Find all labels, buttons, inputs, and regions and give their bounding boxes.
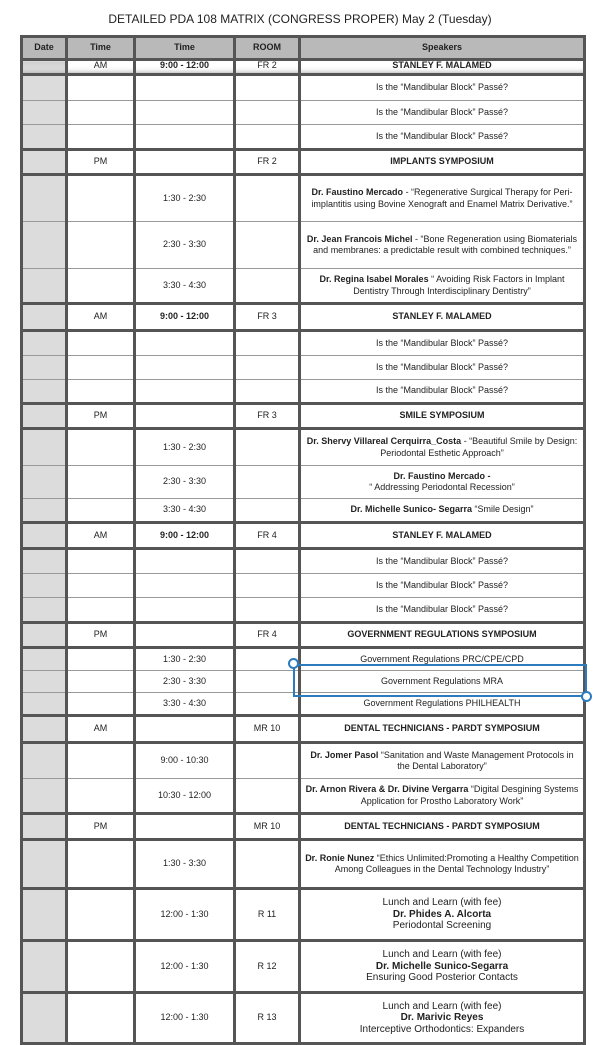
speaker-name: Dr. Michelle Sunico-Segarra	[375, 960, 509, 972]
session-cell: AM	[67, 304, 135, 331]
speaker-cell	[300, 75, 585, 101]
session-cell	[67, 101, 135, 125]
time-cell	[135, 380, 235, 404]
date-cell	[22, 648, 67, 671]
room-cell: FR 3	[235, 404, 300, 429]
date-cell	[22, 889, 67, 941]
date-cell	[22, 716, 67, 743]
speaker-name: Dr. Jomer Pasol	[310, 749, 379, 760]
speaker-name: Dr. Regina Isabel Morales	[319, 274, 429, 284]
session-cell	[67, 75, 135, 101]
room-cell: FR 4	[235, 523, 300, 549]
room-cell	[235, 222, 300, 269]
speaker-text: Ensuring Good Posterior Contacts	[366, 972, 518, 984]
room-cell	[235, 331, 300, 356]
table-row	[22, 356, 585, 380]
date-cell	[22, 404, 67, 429]
speaker-name: Dr. Faustino Mercado -	[393, 470, 491, 481]
time-cell: 3:30 - 4:30	[135, 269, 235, 304]
table-row	[22, 101, 585, 125]
time-cell	[135, 623, 235, 648]
room-cell: FR 2	[235, 150, 300, 175]
time-cell	[135, 549, 235, 574]
table-row	[22, 60, 585, 75]
session-cell	[67, 499, 135, 523]
speaker-cell	[300, 380, 585, 404]
speaker-text: - “Bone Regeneration using Biomaterials and membranes: a predictable result with combined techniques.”	[313, 233, 578, 255]
room-cell	[235, 574, 300, 598]
selection-handle-bottom-right[interactable]	[581, 691, 592, 702]
session-cell: PM	[67, 814, 135, 840]
time-cell	[135, 598, 235, 623]
date-cell	[22, 671, 67, 693]
date-cell	[22, 623, 67, 648]
time-cell: 2:30 - 3:30	[135, 466, 235, 499]
time-cell: 1:30 - 3:30	[135, 840, 235, 889]
time-cell: 9:00 - 10:30	[135, 743, 235, 779]
date-cell	[22, 269, 67, 304]
room-cell: FR 2	[235, 60, 300, 75]
speaker-text: Is the “Mandibular Block” Passé?	[375, 555, 509, 566]
time-cell: 12:00 - 1:30	[135, 993, 235, 1044]
table-row	[22, 380, 585, 404]
time-cell: 1:30 - 2:30	[135, 175, 235, 222]
room-cell	[235, 125, 300, 150]
table-row	[22, 499, 585, 523]
speaker-text: - “Regenerative Surgical Therapy for Peri-implantitis using Bovine Xenograft and Enamel Matrix Derivative.”	[311, 187, 573, 209]
table-row	[22, 941, 585, 993]
room-cell	[235, 549, 300, 574]
table-row	[22, 429, 585, 466]
speaker-cell	[300, 499, 585, 523]
table-row	[22, 466, 585, 499]
table-row	[22, 716, 585, 743]
room-cell	[235, 598, 300, 623]
speaker-text: Is the “Mandibular Block” Passé?	[375, 361, 509, 372]
date-cell	[22, 941, 67, 993]
date-cell	[22, 75, 67, 101]
speaker-text: Is the “Mandibular Block” Passé?	[375, 82, 509, 93]
session-cell	[67, 356, 135, 380]
time-cell	[135, 356, 235, 380]
speaker-name: IMPLANTS SYMPOSIUM	[390, 156, 494, 167]
schedule-table	[20, 35, 586, 1045]
speaker-cell	[300, 404, 585, 429]
date-cell	[22, 331, 67, 356]
date-cell	[22, 523, 67, 549]
speaker-cell	[300, 429, 585, 466]
time-cell: 2:30 - 3:30	[135, 222, 235, 269]
speaker-text: “Digital Desgining Systems Application for Prostho Laboratory Work”	[360, 784, 579, 806]
table-row	[22, 304, 585, 331]
table-row	[22, 779, 585, 814]
date-cell	[22, 125, 67, 150]
date-cell	[22, 150, 67, 175]
time-cell	[135, 716, 235, 743]
time-cell	[135, 150, 235, 175]
room-cell	[235, 466, 300, 499]
session-cell	[67, 889, 135, 941]
session-cell	[67, 429, 135, 466]
time-cell: 1:30 - 2:30	[135, 429, 235, 466]
header-row	[22, 37, 585, 60]
table-row	[22, 598, 585, 623]
speaker-name: Dr. Faustino Mercado	[311, 187, 404, 197]
selection-box[interactable]	[293, 664, 587, 697]
speaker-text: Is the “Mandibular Block” Passé?	[375, 603, 509, 614]
session-cell	[67, 993, 135, 1044]
time-cell	[135, 574, 235, 598]
speaker-name: Dr. Jean Francois Michel	[306, 233, 413, 244]
table-row	[22, 523, 585, 549]
date-cell	[22, 993, 67, 1044]
time-cell	[135, 101, 235, 125]
speaker-cell	[300, 993, 585, 1044]
speaker-cell	[300, 941, 585, 993]
session-cell: PM	[67, 150, 135, 175]
time-cell: 9:00 - 12:00	[135, 304, 235, 331]
session-cell	[67, 380, 135, 404]
speaker-name: Dr. Arnon Rivera & Dr. Divine Vergarra	[305, 784, 469, 794]
date-cell	[22, 101, 67, 125]
speaker-cell	[300, 269, 585, 304]
room-cell	[235, 840, 300, 889]
table-row	[22, 125, 585, 150]
session-cell: AM	[67, 523, 135, 549]
time-cell: 3:30 - 4:30	[135, 499, 235, 523]
selection-handle-top-left[interactable]	[288, 658, 299, 669]
room-cell	[235, 356, 300, 380]
session-cell	[67, 693, 135, 716]
room-cell	[235, 380, 300, 404]
session-cell	[67, 840, 135, 889]
room-cell: FR 3	[235, 304, 300, 331]
time-cell: 12:00 - 1:30	[135, 941, 235, 993]
speaker-text: Is the “Mandibular Block” Passé?	[375, 385, 509, 396]
session-cell	[67, 466, 135, 499]
speaker-cell	[300, 331, 585, 356]
time-cell	[135, 404, 235, 429]
session-cell	[67, 671, 135, 693]
speaker-text: “ Addressing Periodontal Recession”	[369, 482, 515, 492]
speaker-cell	[300, 150, 585, 175]
speaker-text: Government Regulations PRC/CPE/CPD	[360, 653, 524, 664]
speaker-name: Dr. Marivic Reyes	[400, 1012, 484, 1024]
table-row	[22, 993, 585, 1044]
speaker-cell	[300, 175, 585, 222]
room-cell: R 13	[235, 993, 300, 1044]
session-cell	[67, 598, 135, 623]
room-cell: FR 4	[235, 623, 300, 648]
speaker-name: STANLEY F. MALAMED	[392, 60, 492, 70]
speaker-text: Is the “Mandibular Block” Passé?	[375, 130, 509, 141]
speaker-text: Government Regulations MRA	[380, 675, 504, 686]
table-row	[22, 743, 585, 779]
speaker-cell	[300, 222, 585, 269]
table-row	[22, 269, 585, 304]
speaker-cell	[300, 125, 585, 150]
date-cell	[22, 743, 67, 779]
table-row	[22, 150, 585, 175]
session-cell	[67, 648, 135, 671]
date-cell	[22, 380, 67, 404]
speaker-cell	[300, 840, 585, 889]
speaker-name: Dr. Shervy Villareal Cerquirra_Costa	[306, 436, 462, 446]
table-row	[22, 549, 585, 574]
speaker-text: Periodontal Screening	[392, 920, 492, 932]
room-cell: MR 10	[235, 716, 300, 743]
table-row	[22, 331, 585, 356]
session-cell	[67, 125, 135, 150]
speaker-text: - “Beautiful Smile by Design: Periodontal Esthetic Approach”	[380, 436, 578, 458]
speaker-name: Dr. Michelle Sunico- Segarra	[350, 504, 473, 515]
room-cell	[235, 101, 300, 125]
time-cell: 2:30 - 3:30	[135, 671, 235, 693]
speaker-name: STANLEY F. MALAMED	[392, 529, 492, 540]
session-cell	[67, 574, 135, 598]
date-cell	[22, 356, 67, 380]
speaker-text: Government Regulations PHILHEALTH	[363, 697, 521, 708]
room-cell	[235, 175, 300, 222]
session-cell	[67, 175, 135, 222]
speaker-text: “Smile Design”	[472, 504, 534, 515]
table-row	[22, 814, 585, 840]
room-cell	[235, 429, 300, 466]
speaker-cell	[300, 101, 585, 125]
time-cell: 1:30 - 2:30	[135, 648, 235, 671]
speaker-cell	[300, 356, 585, 380]
date-cell	[22, 693, 67, 716]
time-cell	[135, 125, 235, 150]
table-row	[22, 623, 585, 648]
speaker-cell	[300, 523, 585, 549]
room-cell: R 12	[235, 941, 300, 993]
speaker-cell	[300, 889, 585, 941]
table-row	[22, 889, 585, 941]
speaker-cell	[300, 304, 585, 331]
time-cell	[135, 331, 235, 356]
room-cell	[235, 671, 300, 693]
speaker-text: Lunch and Learn (with fee)	[382, 1000, 502, 1012]
time-cell	[135, 75, 235, 101]
table-row	[22, 404, 585, 429]
speaker-cell	[300, 743, 585, 779]
table-row	[22, 574, 585, 598]
session-cell	[67, 331, 135, 356]
session-cell: AM	[67, 60, 135, 75]
header-speakers: Speakers	[300, 37, 585, 60]
speaker-cell	[300, 598, 585, 623]
room-cell	[235, 75, 300, 101]
time-cell	[135, 814, 235, 840]
session-cell	[67, 743, 135, 779]
speaker-cell	[300, 574, 585, 598]
time-cell: 12:00 - 1:30	[135, 889, 235, 941]
date-cell	[22, 549, 67, 574]
room-cell	[235, 743, 300, 779]
speaker-text: “Sanitation and Waste Management Protocols in the Dental Laboratory”	[378, 749, 574, 771]
session-cell	[67, 269, 135, 304]
table-row	[22, 75, 585, 101]
date-cell	[22, 598, 67, 623]
session-cell: AM	[67, 716, 135, 743]
speaker-text: Is the “Mandibular Block” Passé?	[375, 579, 509, 590]
date-cell	[22, 574, 67, 598]
date-cell	[22, 60, 67, 75]
speaker-cell	[300, 60, 585, 75]
header-time: Time	[135, 37, 235, 60]
header-session: Time	[67, 37, 135, 60]
speaker-name: DENTAL TECHNICIANS - PARDT SYMPOSIUM	[344, 820, 540, 831]
speaker-cell	[300, 779, 585, 814]
date-cell	[22, 840, 67, 889]
date-cell	[22, 466, 67, 499]
date-cell	[22, 429, 67, 466]
speaker-cell	[300, 623, 585, 648]
room-cell	[235, 499, 300, 523]
session-cell: PM	[67, 404, 135, 429]
header-date: Date	[22, 37, 67, 60]
date-cell	[22, 779, 67, 814]
time-cell: 9:00 - 12:00	[135, 60, 235, 75]
speaker-name: Dr. Ronie Nunez	[305, 852, 375, 863]
room-cell: MR 10	[235, 814, 300, 840]
date-cell	[22, 304, 67, 331]
room-cell: R 11	[235, 889, 300, 941]
session-cell	[67, 222, 135, 269]
speaker-cell	[300, 466, 585, 499]
speaker-name: Dr. Phides A. Alcorta	[392, 908, 492, 920]
speaker-name: DENTAL TECHNICIANS - PARDT SYMPOSIUM	[344, 723, 540, 734]
date-cell	[22, 175, 67, 222]
session-cell: PM	[67, 623, 135, 648]
table-row	[22, 222, 585, 269]
speaker-text: Lunch and Learn (with fee)	[382, 897, 502, 909]
speaker-cell	[300, 716, 585, 743]
header-room: ROOM	[235, 37, 300, 60]
speaker-cell	[300, 549, 585, 574]
time-cell: 9:00 - 12:00	[135, 523, 235, 549]
date-cell	[22, 814, 67, 840]
speaker-text: Lunch and Learn (with fee)	[382, 949, 502, 961]
time-cell: 10:30 - 12:00	[135, 779, 235, 814]
speaker-name: SMILE SYMPOSIUM	[399, 410, 485, 421]
time-cell: 3:30 - 4:30	[135, 693, 235, 716]
speaker-name: STANLEY F. MALAMED	[392, 311, 492, 322]
speaker-text: Is the “Mandibular Block” Passé?	[375, 106, 509, 117]
speaker-name: GOVERNMENT REGULATIONS SYMPOSIUM	[347, 629, 537, 640]
speaker-cell	[300, 814, 585, 840]
room-cell	[235, 693, 300, 716]
session-cell	[67, 779, 135, 814]
session-cell	[67, 941, 135, 993]
date-cell	[22, 222, 67, 269]
date-cell	[22, 499, 67, 523]
speaker-text: “ Avoiding Risk Factors in Implant Dentistry Through Interdisciplinary Dentistry”	[353, 274, 565, 296]
speaker-text: Interceptive Orthodontics: Expanders	[359, 1023, 525, 1035]
speaker-text: “Ethics Unlimited:Promoting a Healthy Competition Among Colleagues in the Dental Technology Industry”	[334, 852, 579, 874]
table-row	[22, 840, 585, 889]
table-row	[22, 175, 585, 222]
session-cell	[67, 549, 135, 574]
room-cell	[235, 269, 300, 304]
page-title: DETAILED PDA 108 MATRIX (CONGRESS PROPER) May 2 (Tuesday)	[108, 12, 492, 26]
room-cell	[235, 779, 300, 814]
speaker-text: Is the “Mandibular Block” Passé?	[375, 337, 509, 348]
